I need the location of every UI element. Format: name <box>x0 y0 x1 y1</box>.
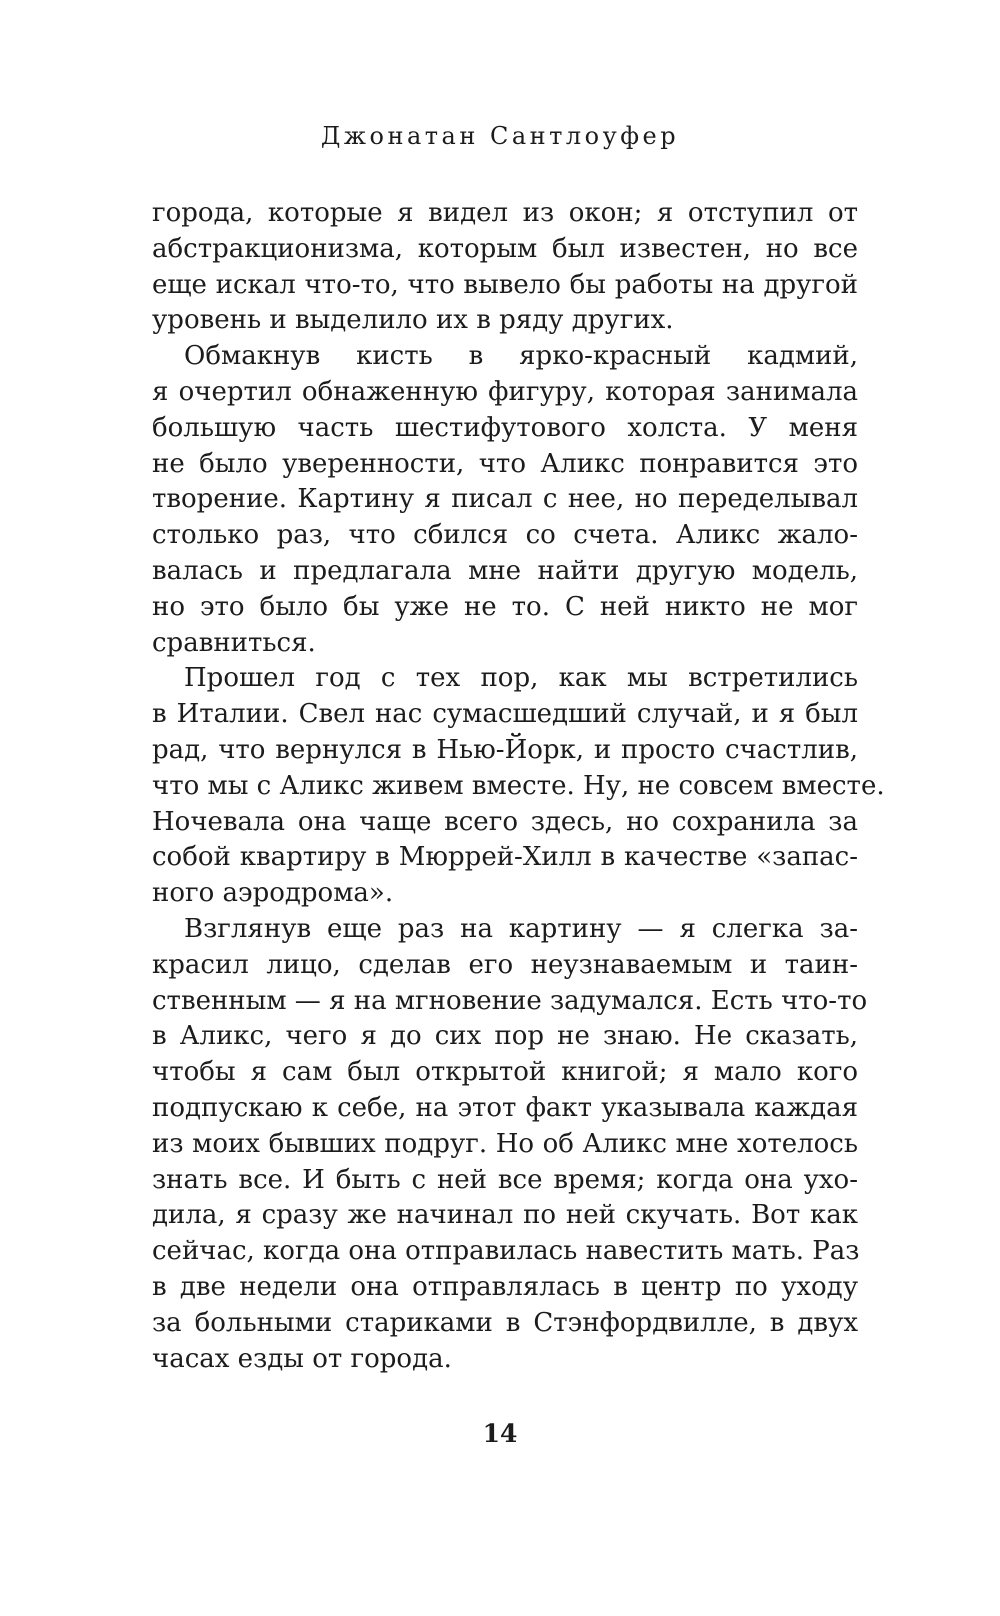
text-line: Прошел год с тех пор, как мы встретились <box>184 663 858 694</box>
text-line: сравниться. <box>152 627 316 658</box>
text-line: еще искал что-то, что вывело бы работы на другой <box>152 269 858 300</box>
text-line: сейчас, когда она отправилась навестить мать. Раз <box>152 1236 860 1267</box>
running-header-author: Джонатан Сантлоуфер <box>320 122 680 150</box>
text-line: большую часть шестифутового холста. У меня <box>152 412 858 443</box>
text-line: валась и предлагала мне найти другую модель, <box>152 555 858 586</box>
text-line: творение. Картину я писал с нее, но переделывал <box>152 484 858 515</box>
page-number: 14 <box>482 1419 518 1448</box>
text-line: Взглянув еще раз на картину — я слегка за- <box>184 913 858 944</box>
text-line: за больными стариками в Стэнфордвилле, в двух <box>152 1307 858 1338</box>
paragraph <box>152 339 858 661</box>
text-line: из моих бывших подруг. Но об Аликс мне хотелось <box>152 1128 858 1159</box>
text-line: рад, что вернулся в Нью-Йорк, и просто счастлив, <box>152 734 858 765</box>
text-line: уровень и выделило их в ряду других. <box>152 305 674 336</box>
text-line: столько раз, что сбился со счета. Аликс жало- <box>152 520 858 551</box>
text-line: Обмакнув кисть в ярко-красный кадмий, <box>184 341 858 372</box>
text-line: ственным — я на мгновение задумался. Есть что-то <box>152 985 868 1016</box>
text-line: не было уверенности, что Аликс понравится это <box>152 448 858 479</box>
paragraph <box>152 196 858 339</box>
text-line: дила, я сразу же начинал по ней скучать. Вот как <box>152 1200 858 1231</box>
paragraph <box>152 912 868 1377</box>
text-line: я очертил обнаженную фигуру, которая занимала <box>152 376 858 407</box>
text-line: часах езды от города. <box>152 1343 452 1374</box>
text-line: чтобы я сам был открытой книгой; я мало кого <box>152 1057 858 1088</box>
text-line: в Аликс, чего я до сих пор не знаю. Не сказать, <box>152 1021 858 1052</box>
text-line: города, которые я видел из окон; я отступил от <box>152 198 858 228</box>
paragraph <box>152 661 885 912</box>
text-line: красил лицо, сделав его неузнаваемым и таин- <box>152 949 858 980</box>
text-line: знать все. И быть с ней все время; когда она ухо- <box>152 1164 858 1195</box>
body-text <box>152 196 885 1377</box>
text-line: подпускаю к себе, на этот факт указывала каждая <box>152 1092 858 1123</box>
text-line: что мы с Аликс живем вместе. Ну, не совсем вместе. <box>152 770 885 801</box>
text-line: в две недели она отправлялась в центр по уходу <box>152 1271 858 1302</box>
text-line: собой квартиру в Мюррей-Хилл в качестве «запас- <box>152 842 858 873</box>
text-line: в Италии. Свел нас сумасшедший случай, и я был <box>152 699 858 730</box>
text-line: абстракционизма, которым был известен, но все <box>152 233 858 264</box>
text-line: но это было бы уже не то. С ней никто не мог <box>152 591 858 622</box>
text-line: Ночевала она чаще всего здесь, но сохранила за <box>152 806 858 837</box>
text-line: ного аэродрома». <box>152 878 394 909</box>
